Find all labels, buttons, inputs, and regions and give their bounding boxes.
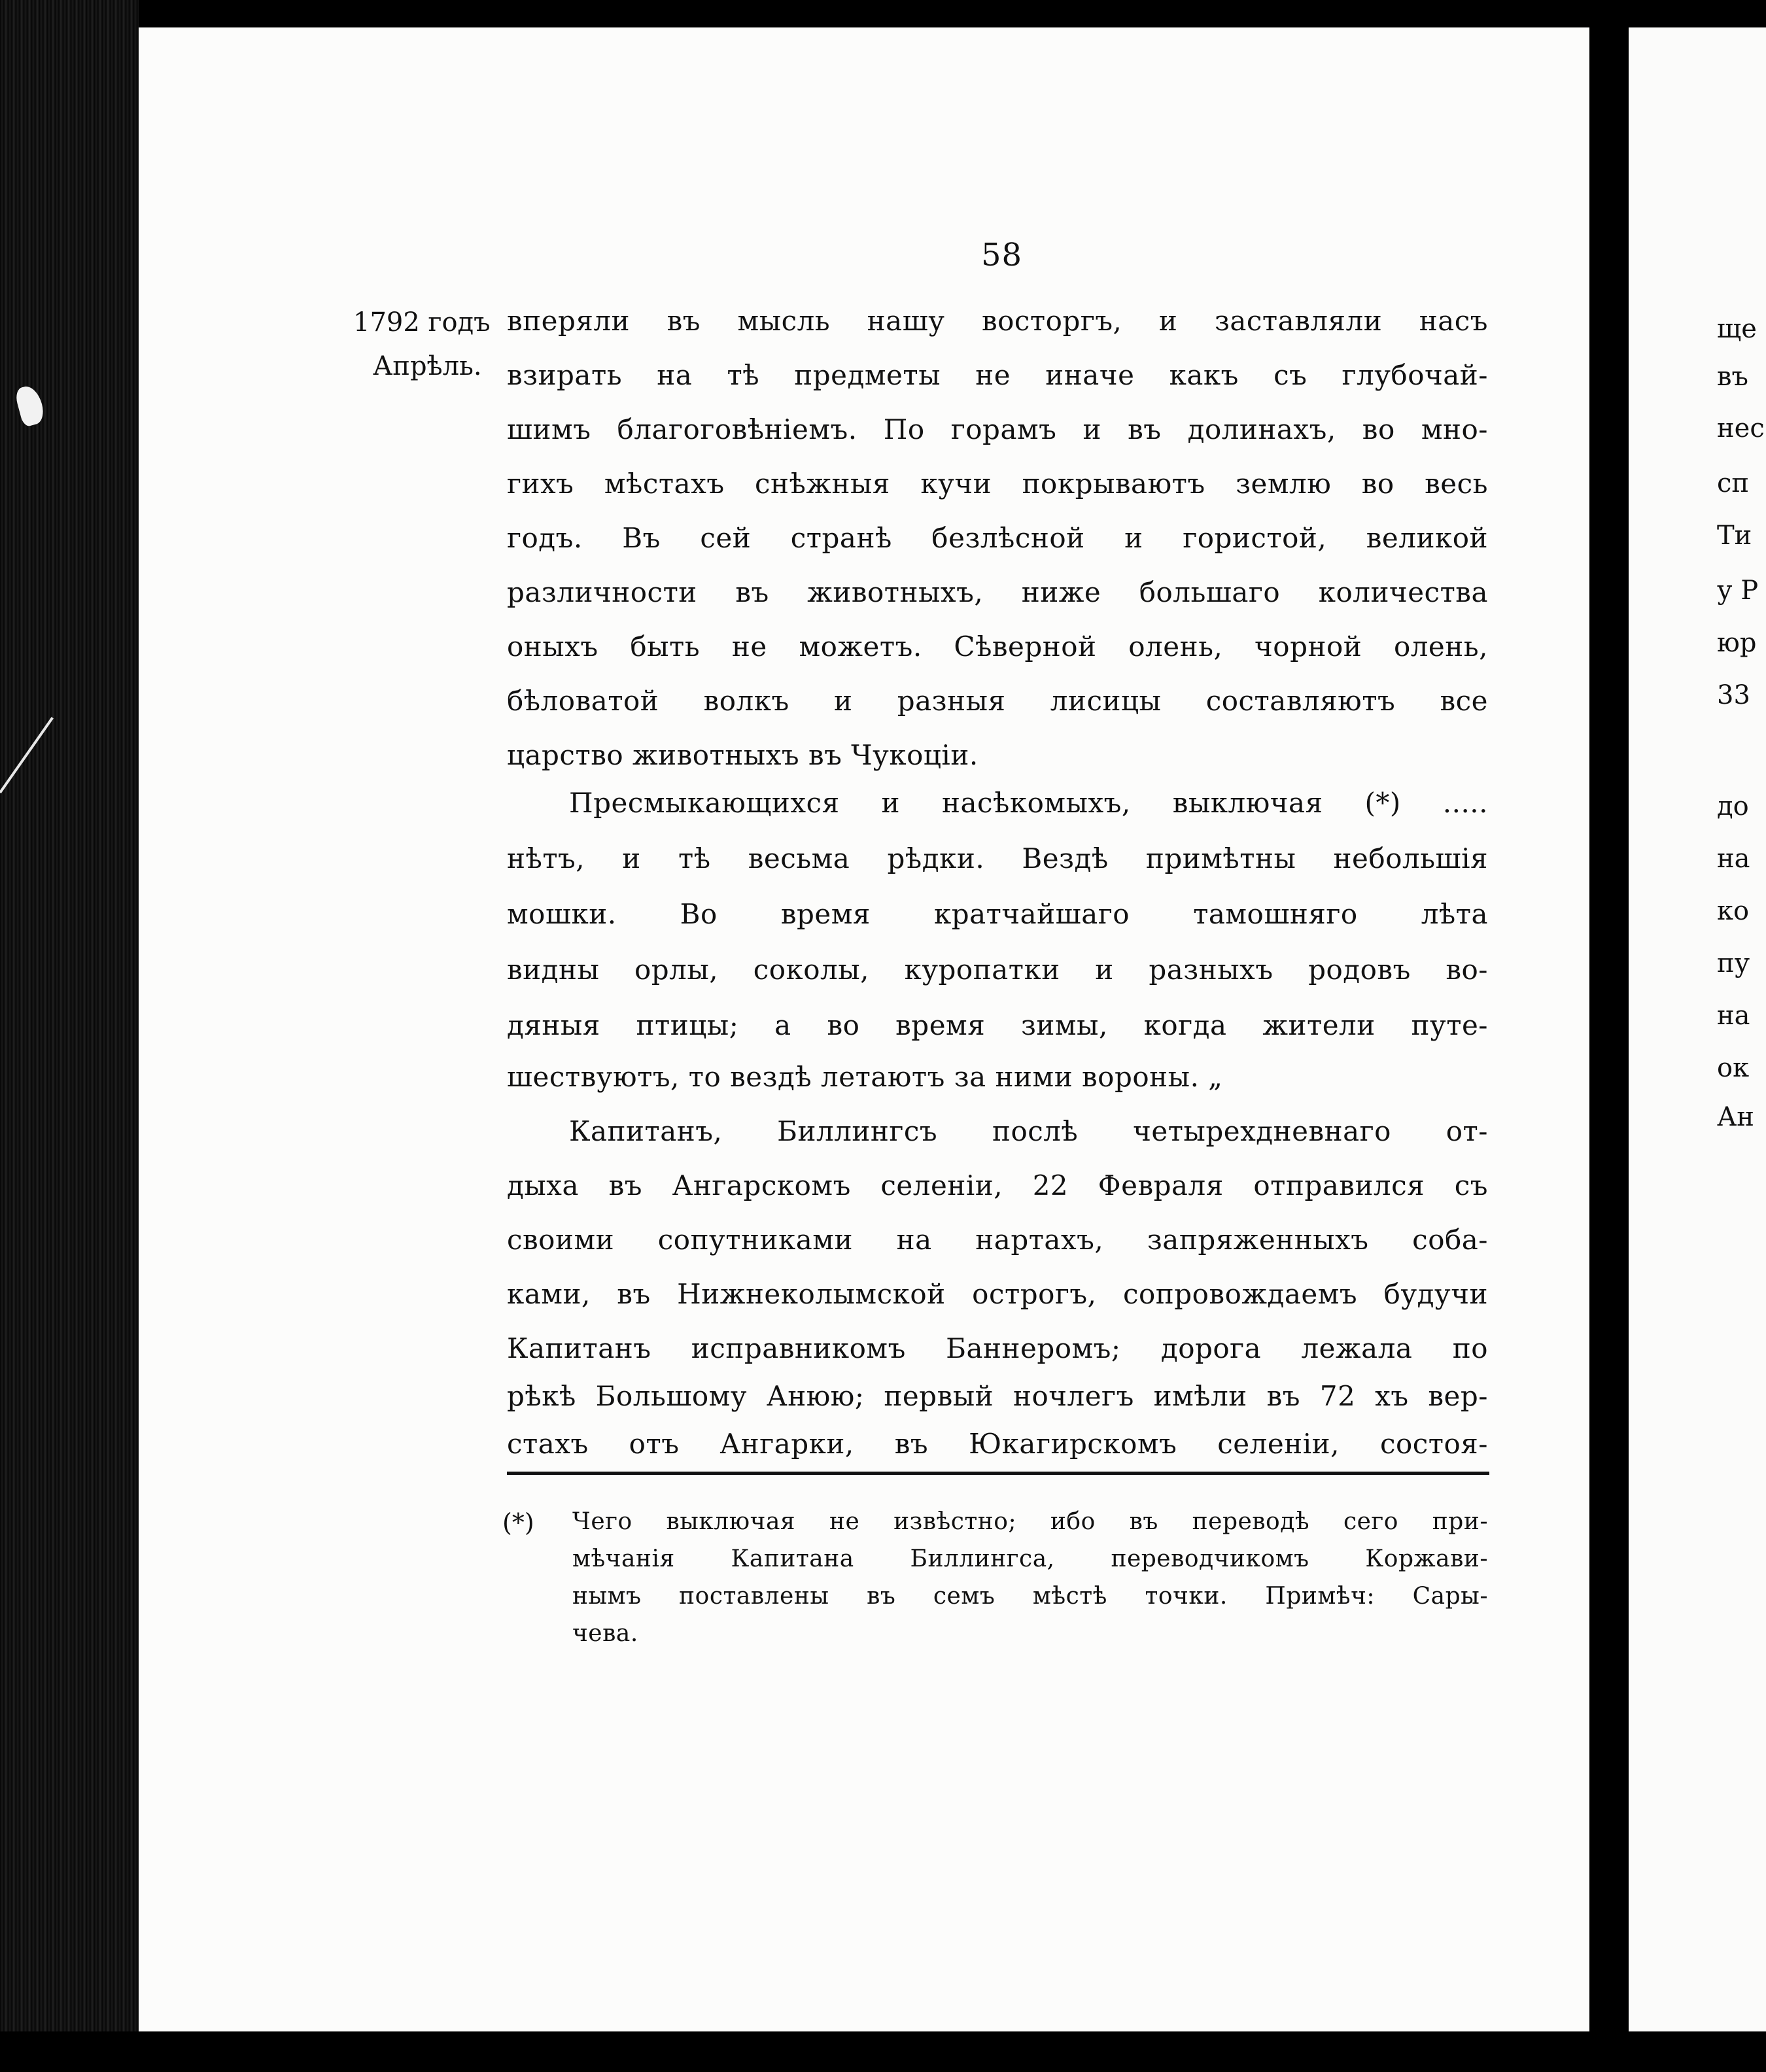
margin-note-year: 1792 годъ: [353, 307, 491, 337]
facing-page-fragment: сп: [1717, 468, 1750, 498]
body-line: видны орлы, соколы, куропатки и разныхъ родовъ во-: [507, 954, 1488, 986]
body-line: дыха въ Ангарскомъ селеніи, 22 Февраля отправился съ: [507, 1169, 1488, 1201]
body-line: годъ. Въ сей странѣ безлѣсной и гористой, великой: [507, 522, 1488, 554]
facing-page-fragment: Ан: [1717, 1102, 1754, 1132]
body-line: различности въ животныхъ, ниже большаго количества: [507, 576, 1488, 608]
body-line: мошки. Во время кратчайшаго тамошняго лѣта: [507, 898, 1488, 930]
body-line: стахъ отъ Ангарки, въ Юкагирскомъ селеніи, состоя-: [507, 1428, 1488, 1460]
body-line: шимъ благоговѣніемъ. По горамъ и въ долинахъ, во мно-: [507, 413, 1488, 445]
facing-page-fragment: Ти: [1717, 521, 1752, 551]
facing-page-fragment: ко: [1717, 896, 1750, 926]
facing-page-fragment: пу: [1717, 948, 1750, 978]
facing-page-fragment: 33: [1717, 680, 1750, 710]
facing-page-fragment: въ: [1717, 362, 1748, 392]
page-number: 58: [981, 237, 1023, 273]
facing-page-fragment: ок: [1717, 1053, 1750, 1083]
body-line: оныхъ быть не можетъ. Сѣверной олень, чорной олень,: [507, 630, 1488, 663]
body-line: взирать на тѣ предметы не иначе какъ съ глубочай-: [507, 359, 1488, 391]
facing-page-fragment: у Р: [1717, 576, 1759, 606]
body-line: бѣловатой волкъ и разныя лисицы составляютъ все: [507, 685, 1488, 717]
facing-page-fragment: на: [1717, 844, 1750, 874]
facing-page-fragment: ще: [1717, 314, 1757, 344]
margin-note-month: Апрѣль.: [373, 351, 482, 381]
body-line: вперяли въ мысль нашу восторгъ, и заставляли насъ: [507, 305, 1488, 337]
body-line: гихъ мѣстахъ снѣжныя кучи покрываютъ землю во весь: [507, 468, 1488, 500]
page-gutter: [1589, 0, 1629, 2072]
body-line: шествуютъ, то вездѣ летаютъ за ними вороны. „: [507, 1061, 1223, 1093]
body-line: нѣтъ, и тѣ весьма рѣдки. Вездѣ примѣтны небольшія: [507, 842, 1488, 874]
footnote-line: чева.: [572, 1620, 638, 1647]
body-line: своими сопутниками на нартахъ, запряженныхъ соба-: [507, 1224, 1488, 1256]
body-line: ками, въ Нижнеколымской острогъ, сопровождаемъ будучи: [507, 1278, 1488, 1310]
facing-page-fragment: нес: [1717, 413, 1765, 443]
footnote-rule: [507, 1472, 1489, 1475]
footnote-line: нымъ поставлены въ семъ мѣстѣ точки. Примѣч: Сары-: [572, 1583, 1488, 1610]
body-line: Пресмыкающихся и насѣкомыхъ, выключая (*) .....: [569, 787, 1488, 819]
footnote-line: мѣчанія Капитана Биллингса, переводчикомъ Коржави-: [572, 1545, 1488, 1572]
facing-page-fragment: на: [1717, 1001, 1750, 1031]
facing-page-fragment: до: [1717, 791, 1749, 821]
book-binding-edge: [0, 0, 139, 2072]
footnote-mark: (*): [502, 1508, 534, 1537]
scan-bottom-edge: [0, 2031, 1766, 2072]
body-line: дяныя птицы; а во время зимы, когда жители путе-: [507, 1009, 1488, 1041]
body-line: царство животныхъ въ Чукоціи.: [507, 739, 978, 771]
facing-page-fragment: юр: [1717, 628, 1757, 658]
body-line: Капитанъ исправникомъ Баннеромъ; дорога лежала по: [507, 1332, 1488, 1364]
footnote-line: Чего выключая не извѣстно; ибо въ переводѣ сего при-: [572, 1508, 1488, 1535]
body-line: рѣкѣ Большому Анюю; первый ночлегъ имѣли въ 72 хъ вер-: [507, 1380, 1488, 1412]
body-line: Капитанъ, Биллингсъ послѣ четырехдневнаго от-: [569, 1115, 1488, 1147]
